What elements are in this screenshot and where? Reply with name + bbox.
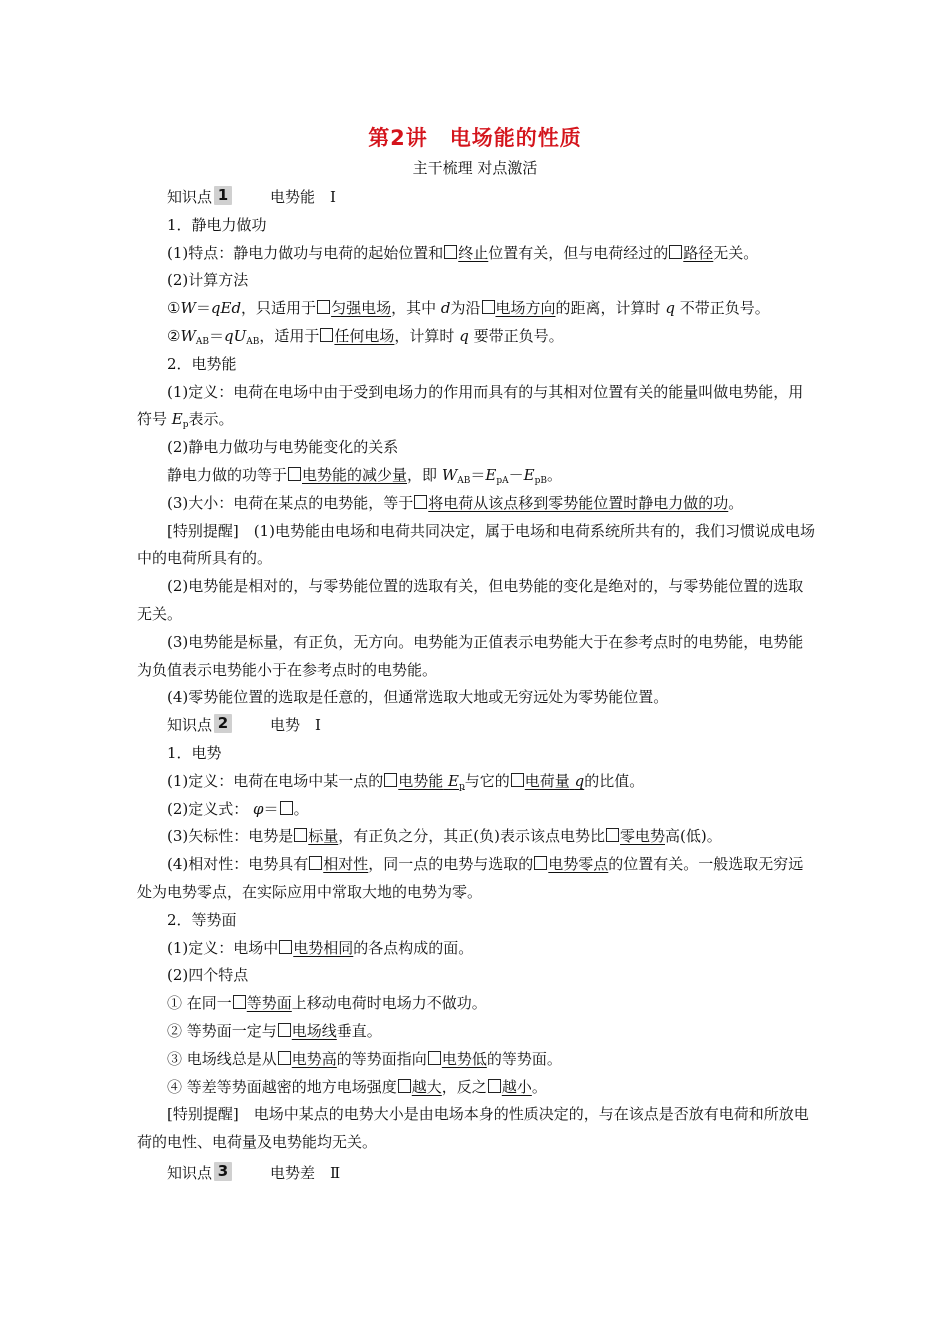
special-note-potential: [特别提醒] 电场中某点的电势大小是由电场本身的性质决定的，与在该点是否放有电荷和所放电荷的电性、电荷量及电势能均无关。 [137, 1105, 809, 1152]
answer-text: 路径 [683, 243, 714, 262]
blank-box [278, 1023, 291, 1037]
subheading-potential: 1．电势 [167, 743, 222, 762]
blank-box [309, 856, 322, 870]
answer-text: 电势相同 [293, 938, 354, 957]
feature-3: ③ 电场线总是从 电势高的等势面指向 电势低的等势面。 [167, 1049, 562, 1068]
feature-2: ② 等势面一定与 电场线垂直。 [167, 1021, 382, 1040]
formula-line-2: $②W_{AB}=qU_{AB}$，适用于 任何电场，计算时 q 要带正负号。 [167, 326, 564, 347]
blank-box [288, 467, 301, 481]
blank-box [398, 1079, 411, 1093]
blank-box [606, 828, 619, 842]
answer-text: 越小 [501, 1077, 532, 1096]
blank-box [428, 1051, 441, 1065]
blank-box [233, 995, 246, 1009]
level-mark: Ⅱ [330, 1163, 341, 1182]
paragraph-equipotential-def: (1)定义：电场中 电势相同的各点构成的面。 [167, 938, 474, 957]
blank-box [279, 940, 292, 954]
paragraph-potential-def: (1)定义：电荷在电场中某一点的 电势能 $E_p$与它的 电荷量 q的比值。 [167, 771, 645, 792]
paragraph-def-formula: (2)定义式： φ＝ 。 [167, 799, 309, 818]
blank-box [482, 300, 495, 314]
answer-text: 越大 [411, 1077, 442, 1096]
answer-text: 电场方向 [495, 299, 556, 318]
knowledge-point-label: 知识点 [167, 188, 213, 206]
answer-text: 电势零点 [548, 855, 609, 874]
knowledge-point-label: 知识点 [167, 1163, 213, 1182]
knowledge-point-name: 电势差 [270, 1163, 316, 1182]
answer-text: 零电势 [619, 827, 665, 846]
number-badge-2: 2 [214, 714, 232, 733]
answer-text: 任何电场 [334, 326, 395, 345]
blank-box [317, 300, 330, 314]
knowledge-point-3-heading [137, 1160, 817, 1188]
blank-box [488, 1079, 501, 1093]
blank-box [384, 773, 397, 787]
paragraph-relativity: (4)相对性：电势具有 相对性，同一点的电势与选取的 电势零点的位置有关。一般选取无穷远处为电势零点，在实际应用中常取大地的电势为零。 [137, 855, 804, 901]
blank-box [294, 828, 307, 842]
answer-text: 将电荷从该点移到零势能位置时静电力做的功 [428, 493, 729, 512]
paragraph-work-equals: 静电力做的功等于 电势能的减少量，即 $W_{AB}=E_{pA}-E_{pB}$。 [167, 465, 562, 486]
blank-box [669, 245, 682, 259]
answer-text: 电势高 [291, 1049, 337, 1068]
paragraph-relation: (2)静电力做功与电势能变化的关系 [167, 438, 399, 457]
answer-text: 终止 [458, 243, 489, 262]
paragraph-magnitude: (3)大小：电荷在某点的电势能，等于 将电荷从该点移到零势能位置时静电力做的功。 [167, 493, 744, 512]
subheading-potential-energy: 2．电势能 [167, 354, 237, 373]
answer-text: 等势面 [246, 994, 292, 1013]
knowledge-point-name: 电势能 [270, 188, 316, 206]
formula-line-1: ①W＝qEd，只适用于 匀强电场，其中 d为沿 电场方向的距离，计算时 q 不带正负号。 [167, 299, 770, 318]
knowledge-point-2-heading [137, 712, 817, 740]
paragraph-scalar: (3)矢标性：电势是 标量，有正负之分，其正(负)表示该点电势比 零电势高(低)。 [167, 827, 722, 846]
feature-1: ① 在同一 等势面上移动电荷时电场力不做功。 [167, 994, 487, 1013]
answer-text: 相对性 [323, 855, 369, 874]
blank-box [534, 856, 547, 870]
knowledge-point-label: 知识点 [167, 716, 213, 735]
special-note-2: (2)电势能是相对的，与零势能位置的选取有关，但电势能的变化是绝对的，与零势能位置的选取无关。 [137, 577, 804, 623]
paragraph-definition: (1)定义：电荷在电场中由于受到电场力的作用而具有的与其相对位置有关的能量叫做电势能，用符号 $E_p$表示。 [137, 382, 804, 431]
number-badge-1: 1 [214, 186, 232, 205]
blank-box [444, 245, 457, 259]
answer-text: 电场线 [291, 1021, 337, 1040]
paragraph-calc-method: (2)计算方法 [167, 271, 249, 290]
document-body [137, 184, 817, 1188]
number-badge-3: 3 [214, 1162, 232, 1181]
blank-box [320, 328, 333, 342]
special-note-4: (4)零势能位置的选取是任意的，但通常选取大地或无穷远处为零势能位置。 [167, 688, 669, 707]
feature-4: ④ 等差等势面越密的地方电场强度 越大，反之 越小。 [167, 1077, 547, 1096]
subheading-equipotential: 2．等势面 [167, 910, 237, 929]
knowledge-point-name: 电势 [270, 716, 301, 735]
answer-text: 电势低 [441, 1049, 487, 1068]
paragraph-four-features: (2)四个特点 [167, 966, 249, 985]
answer-text: 标量 [308, 827, 339, 846]
knowledge-point-1-heading [137, 184, 817, 212]
section-subtitle: 主干梳理 对点激活 [412, 159, 538, 177]
special-note-3: (3)电势能是标量，有正负，无方向。电势能为正值表示电势能大于在参考点时的电势能，电势能为负值表示电势能小于在参考点时的电势能。 [137, 632, 804, 679]
paragraph-work-features: (1)特点：静电力做功与电荷的起始位置和 终止位置有关，但与电荷经过的 路径无关。 [167, 243, 759, 262]
special-note-1: [特别提醒] (1)电势能由电场和电荷共同决定，属于电场和电荷系统所共有的，我们习惯说成电场中的电荷所具有的。 [137, 521, 815, 568]
blank-box [278, 1051, 291, 1065]
answer-text: 电势能的减少量 [302, 465, 408, 484]
level-mark: Ⅰ [330, 188, 336, 206]
level-mark: Ⅰ [315, 716, 321, 735]
blank-box [280, 801, 293, 815]
subheading-electric-work: 1．静电力做功 [167, 215, 267, 234]
answer-text: 匀强电场 [331, 299, 392, 318]
blank-box [414, 495, 427, 509]
lecture-title: 第2讲 电场能的性质 [368, 126, 582, 150]
blank-box [511, 773, 524, 787]
